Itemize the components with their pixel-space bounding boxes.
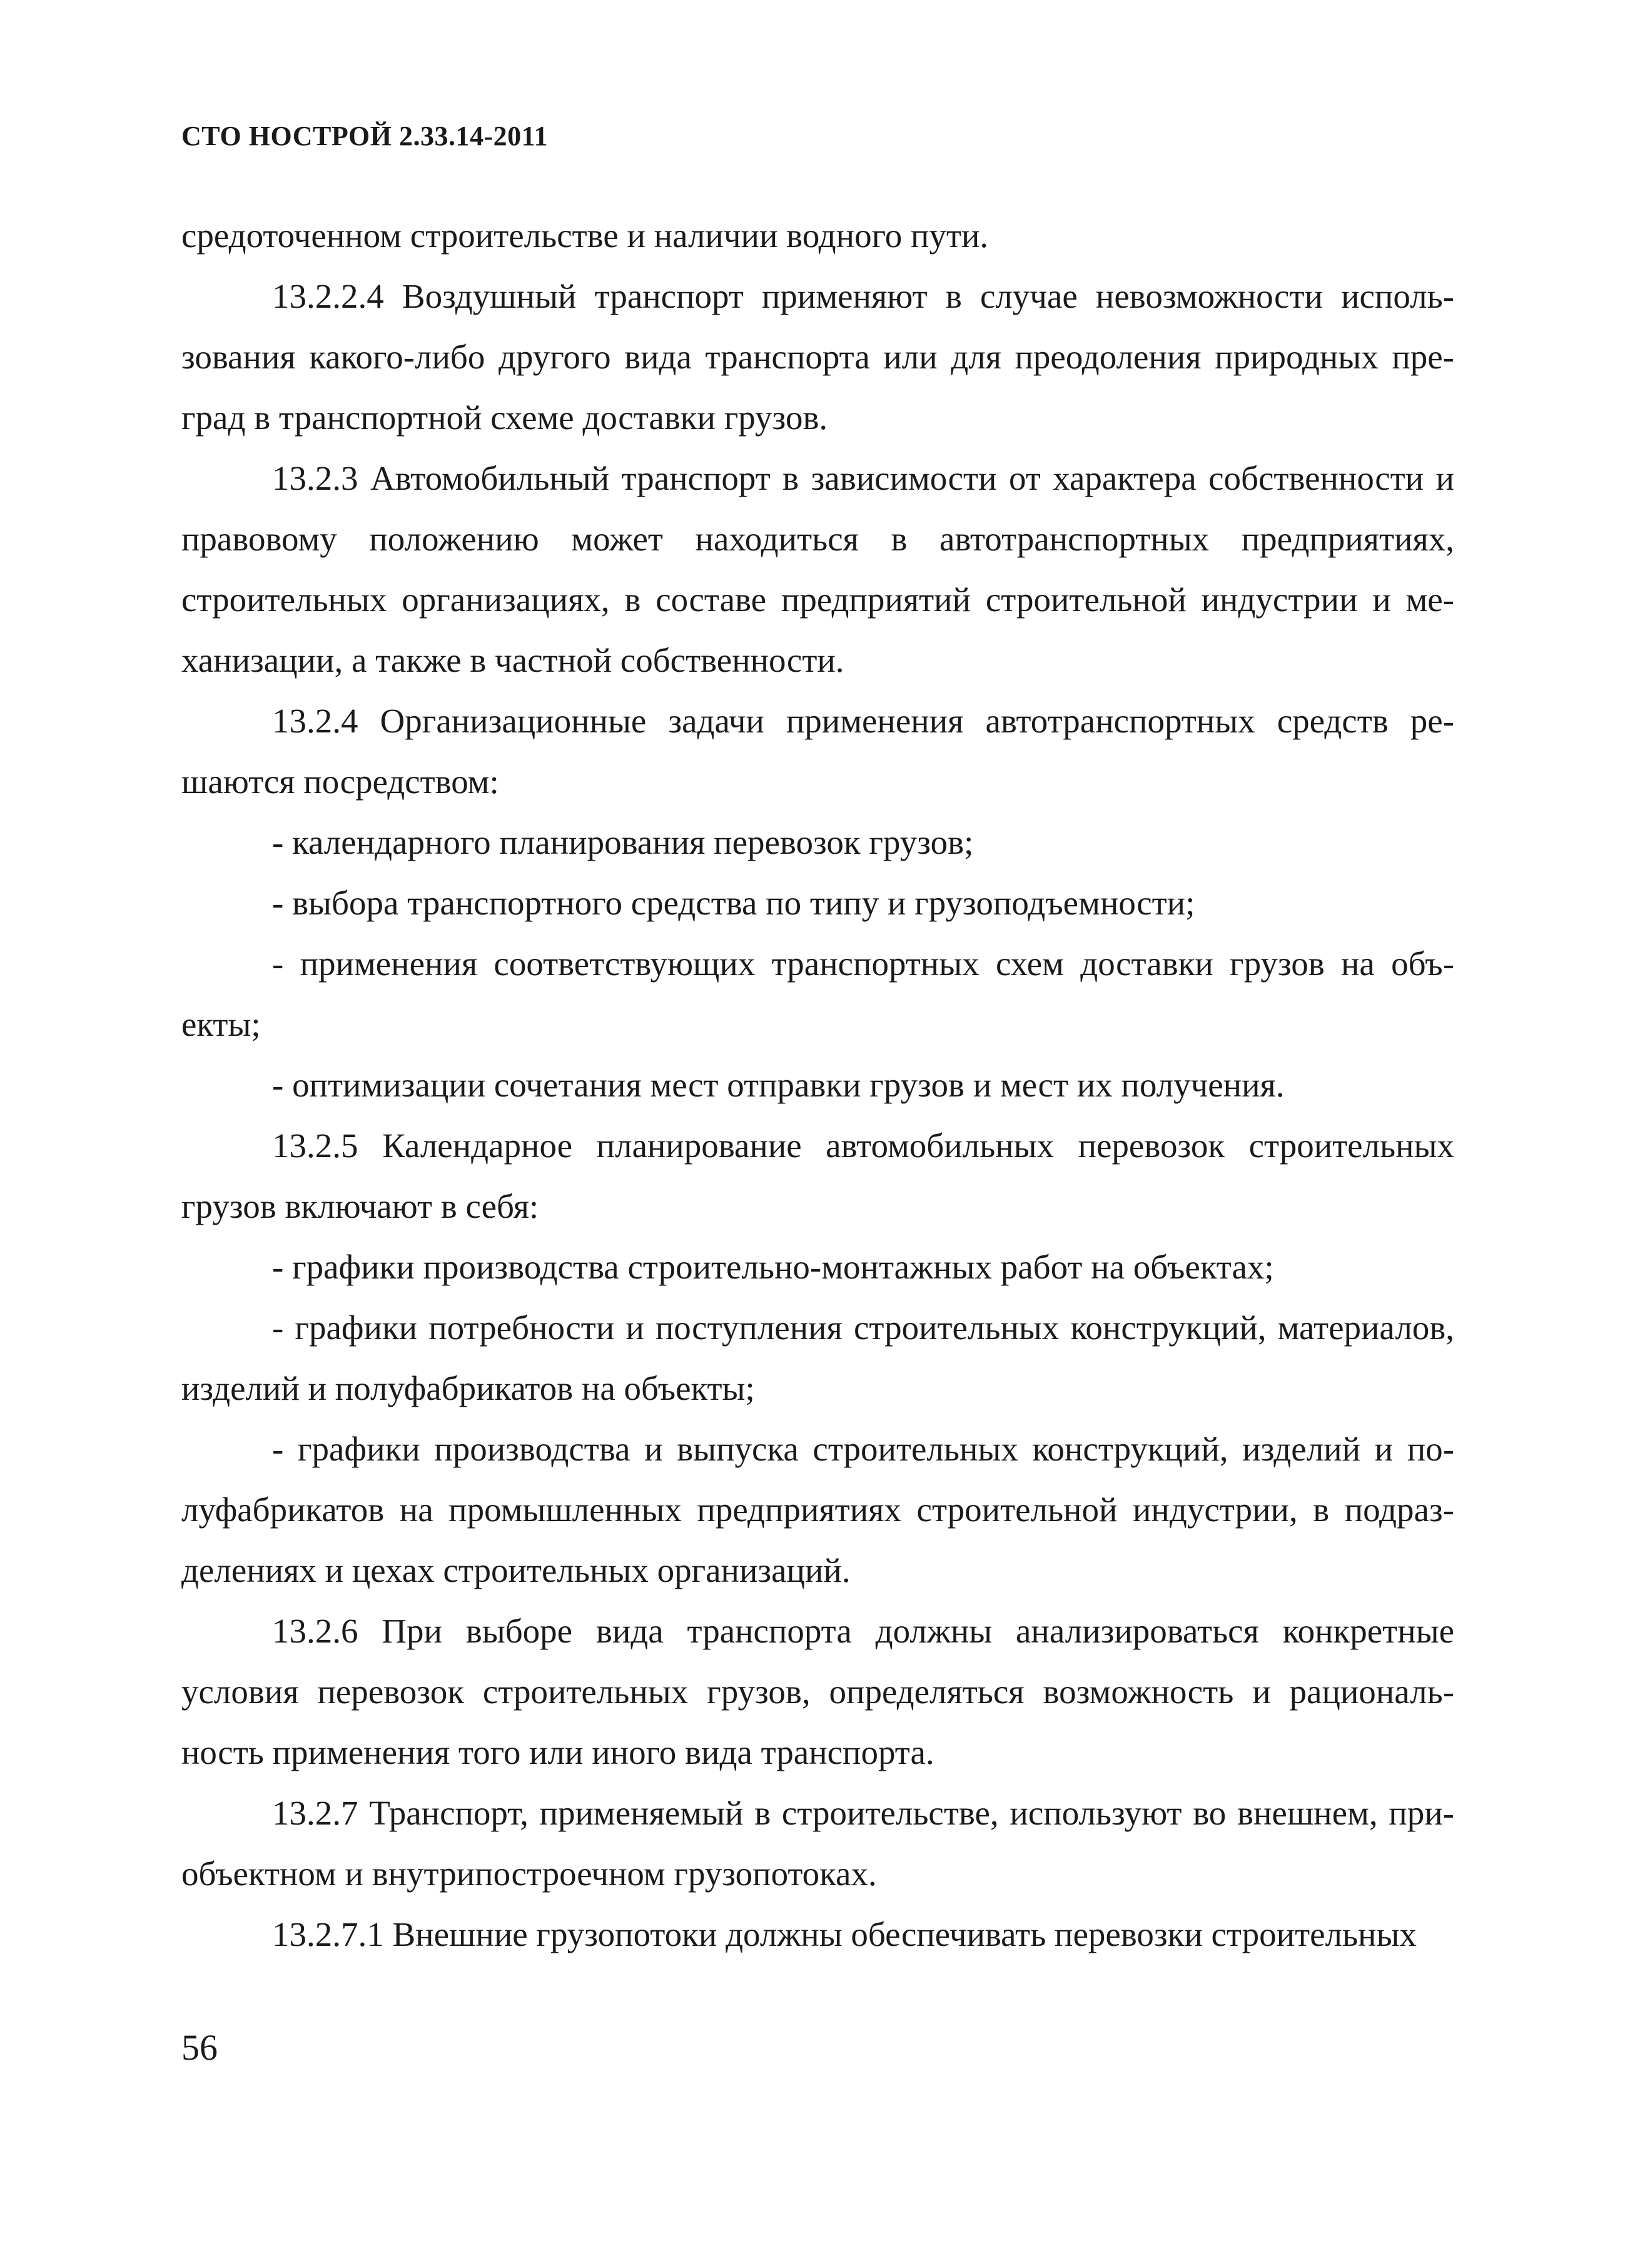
paragraph: 13.2.3 Автомобильный транспорт в зависимости от характера собственности и правовому положению может находиться в автотранспортных предприятиях, строительных организациях, в составе предприятий строительной индустрии и механизации, а также в частной собственности. (181, 459, 1454, 679)
paragraph: средоточенном строительстве и наличии водного пути. (181, 216, 989, 255)
list-item: - графики производства и выпуска строительных конструкций, изделий и полуфабрикатов на промышленных предприятиях строительной индустрии, в подразделениях и цехах строительных организаций. (181, 1430, 1454, 1589)
paragraph: 13.2.4 Организационные задачи применения автотранспортных средств решаются посредством: (181, 702, 1454, 801)
list-item: - выбора транспортного средства по типу и грузоподъемности; (272, 884, 1195, 922)
list-item: - графики потребности и поступления строительных конструкций, материалов, изделий и полуфабрикатов на объекты; (181, 1309, 1454, 1407)
paragraph: 13.2.7.1 Внешние грузопотоки должны обеспечивать перевозки строительных (272, 1915, 1417, 1953)
list-item: - календарного планирования перевозок грузов; (272, 823, 974, 861)
paragraph: 13.2.5 Календарное планирование автомобильных перевозок строительных грузов включают в себя: (181, 1126, 1454, 1225)
paragraph: 13.2.2.4 Воздушный транспорт применяют в случае невозможности использования какого-либо другого вида транспорта или для преодоления природных преград в транспортной схеме доставки грузов. (181, 277, 1454, 437)
list-item: - графики производства строительно-монтажных работ на объектах; (272, 1248, 1274, 1286)
paragraph: 13.2.7 Транспорт, применяемый в строительстве, используют во внешнем, приобъектном и внутрипостроечном грузопотоках. (181, 1794, 1454, 1893)
document-header: СТО НОСТРОЙ 2.33.14-2011 (181, 121, 549, 151)
body-text (181, 205, 1454, 1965)
paragraph: 13.2.6 При выборе вида транспорта должны анализироваться конкретные условия перевозок строительных грузов, определяться возможность и рациональность применения того или иного вида транспорта. (181, 1612, 1454, 1771)
list-item: - применения соответствующих транспортных схем доставки грузов на объекты; (181, 944, 1454, 1043)
list-item: - оптимизации сочетания мест отправки грузов и мест их получения. (272, 1066, 1285, 1104)
page-number: 56 (181, 2027, 218, 2068)
